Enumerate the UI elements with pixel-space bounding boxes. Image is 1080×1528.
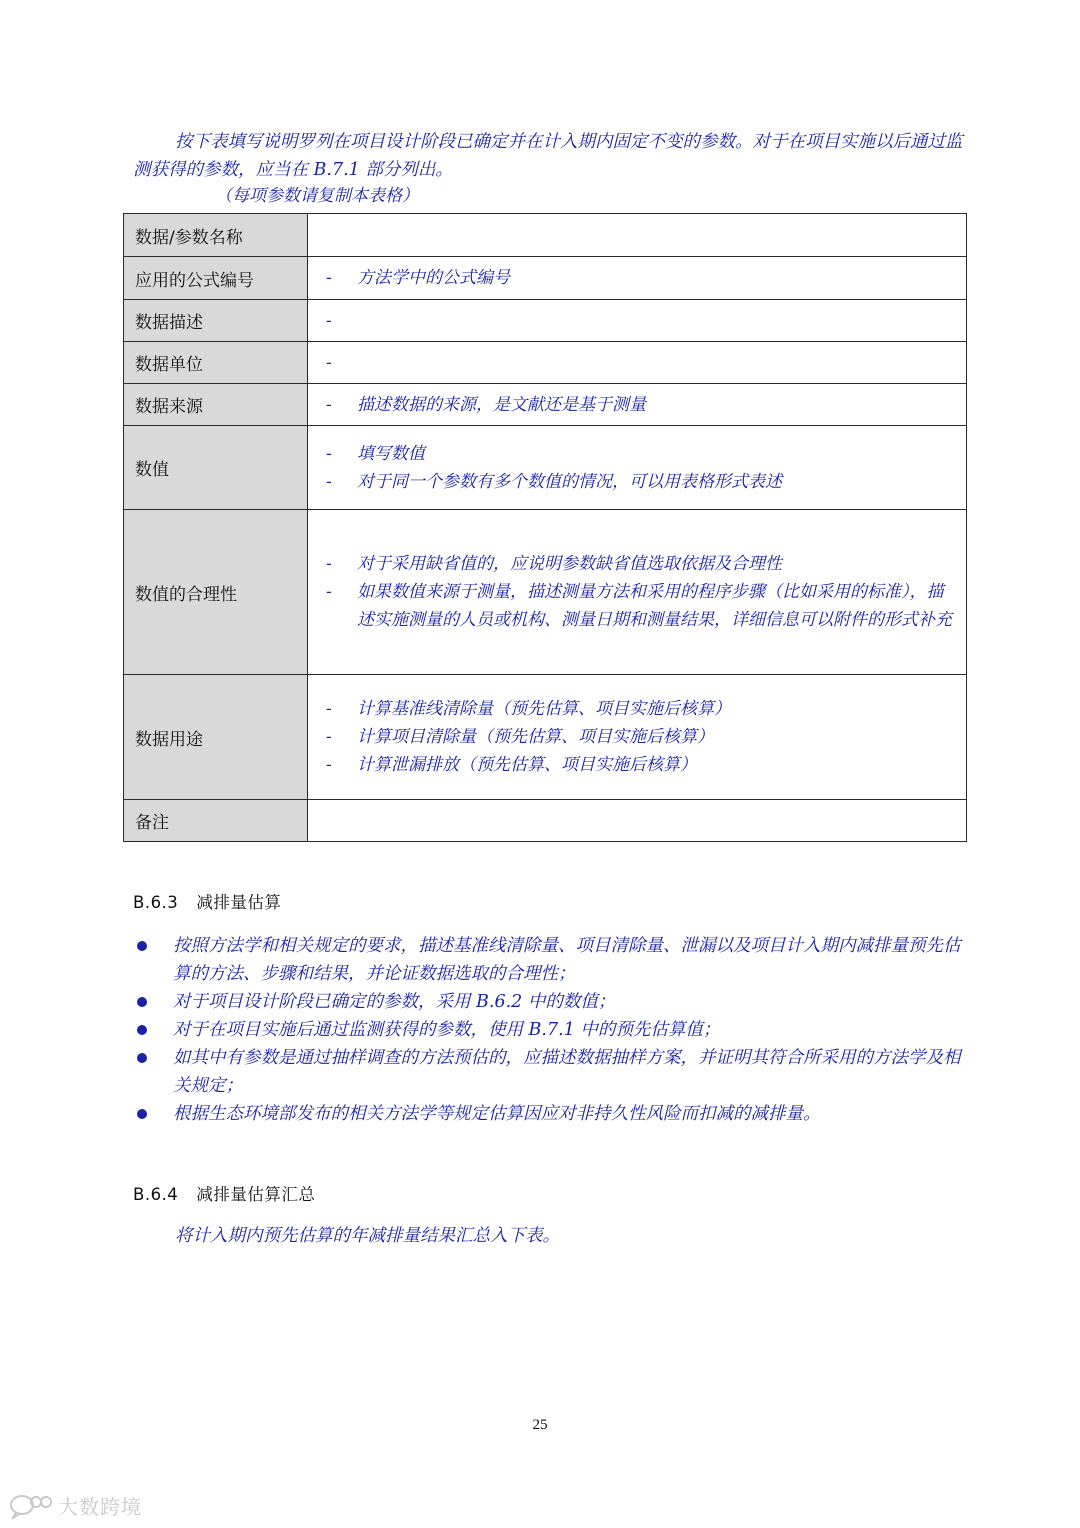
item-text: 如果数值来源于测量，描述测量方法和采用的程序步骤（比如采用的标准），描述实施测量的人员或机构、测量日期和测量结果，详细信息可以附件的形式补充 bbox=[357, 582, 952, 630]
parameter-table bbox=[123, 213, 967, 842]
dash-marker: - bbox=[326, 352, 332, 373]
list-item bbox=[133, 988, 963, 1016]
section-heading-b63 bbox=[133, 889, 281, 913]
list-item bbox=[133, 1016, 963, 1044]
row-value bbox=[308, 384, 967, 426]
dash-marker: - bbox=[326, 394, 332, 415]
section-heading-b64 bbox=[133, 1181, 315, 1205]
bullet-dot-icon bbox=[133, 1100, 173, 1128]
list-item bbox=[326, 440, 955, 468]
row-label: 数据来源 bbox=[124, 384, 308, 426]
dash-marker: - bbox=[326, 727, 332, 747]
table-row bbox=[124, 675, 967, 800]
row-value bbox=[308, 300, 967, 342]
item-text: 描述数据的来源，是文献还是基于测量 bbox=[357, 394, 646, 415]
intro-paragraph: 按下表填写说明罗列在项目设计阶段已确定并在计入期内固定不变的参数。对于在项目实施以后通过监测获得的参数，应当在 B.7.1 部分列出。 bbox=[133, 132, 963, 180]
dash-marker: - bbox=[326, 310, 332, 331]
list-item bbox=[326, 391, 955, 419]
row-label: 数据用途 bbox=[124, 675, 308, 800]
watermark bbox=[8, 1491, 142, 1520]
section-number: B.6.3 bbox=[133, 893, 179, 912]
dash-marker: - bbox=[326, 755, 332, 775]
dash-marker: - bbox=[326, 554, 332, 574]
bullet-text: 按照方法学和相关规定的要求，描述基准线清除量、项目清除量、泄漏以及项目计入期内减排量预先估算的方法、步骤和结果，并论证数据选取的合理性； bbox=[173, 936, 961, 984]
list-item bbox=[326, 349, 955, 377]
item-text: 对于采用缺省值的，应说明参数缺省值选取依据及合理性 bbox=[357, 554, 782, 574]
table-row bbox=[124, 257, 967, 300]
page-number: 25 bbox=[532, 1417, 548, 1433]
bullet-text: 对于项目设计阶段已确定的参数，采用 B.6.2 中的数值； bbox=[173, 992, 616, 1012]
list-item bbox=[326, 751, 955, 779]
item-text: 计算基准线清除量（预先估算、项目实施后核算） bbox=[357, 699, 731, 719]
summary-text: 将计入期内预先估算的年减排量结果汇总入下表。 bbox=[175, 1226, 560, 1246]
list-item bbox=[326, 578, 955, 634]
item-text: 方法学中的公式编号 bbox=[357, 268, 510, 288]
list-item bbox=[326, 723, 955, 751]
row-value bbox=[308, 214, 967, 257]
item-text: 对于同一个参数有多个数值的情况，可以用表格形式表述 bbox=[357, 471, 782, 492]
list-item bbox=[326, 695, 955, 723]
bullet-text: 如其中有参数是通过抽样调查的方法预估的，应描述数据抽样方案，并证明其符合所采用的方法学及相关规定； bbox=[173, 1048, 961, 1096]
bullet-dot-icon bbox=[133, 932, 173, 988]
table-row bbox=[124, 300, 967, 342]
row-value bbox=[308, 800, 967, 842]
table-row bbox=[124, 426, 967, 510]
list-item bbox=[133, 1100, 963, 1128]
table-row bbox=[124, 510, 967, 675]
row-label: 备注 bbox=[124, 800, 308, 842]
watermark-text: 大数跨境 bbox=[58, 1495, 142, 1519]
list-item bbox=[326, 550, 955, 578]
list-item bbox=[133, 1044, 963, 1100]
row-value bbox=[308, 257, 967, 300]
table-row bbox=[124, 800, 967, 842]
bullet-list bbox=[133, 932, 963, 1128]
row-value bbox=[308, 510, 967, 675]
bullet-text: 对于在项目实施后通过监测获得的参数，使用 B.7.1 中的预先估算值； bbox=[173, 1020, 721, 1040]
row-label: 应用的公式编号 bbox=[124, 257, 308, 300]
intro-block bbox=[133, 128, 963, 208]
row-label: 数值的合理性 bbox=[124, 510, 308, 675]
list-item bbox=[326, 307, 955, 335]
list-item bbox=[326, 264, 955, 292]
dash-marker: - bbox=[326, 471, 332, 492]
row-value bbox=[308, 426, 967, 510]
row-label: 数据/参数名称 bbox=[124, 214, 308, 257]
row-label: 数据描述 bbox=[124, 300, 308, 342]
dash-marker: - bbox=[326, 443, 332, 464]
bullet-text: 根据生态环境部发布的相关方法学等规定估算因应对非持久性风险而扣减的减排量。 bbox=[173, 1104, 821, 1124]
row-label: 数据单位 bbox=[124, 342, 308, 384]
bullet-dot-icon bbox=[133, 1016, 173, 1044]
dash-marker: - bbox=[326, 268, 332, 288]
dash-marker: - bbox=[326, 582, 332, 602]
bullet-dot-icon bbox=[133, 988, 173, 1016]
section-title: 减排量估算汇总 bbox=[196, 1185, 316, 1204]
item-text: 计算泄漏排放（预先估算、项目实施后核算） bbox=[357, 755, 697, 775]
item-text: 填写数值 bbox=[357, 443, 425, 464]
dash-marker: - bbox=[326, 699, 332, 719]
row-value bbox=[308, 342, 967, 384]
chat-bubble-icon bbox=[8, 1493, 52, 1519]
table-row bbox=[124, 384, 967, 426]
table-row bbox=[124, 342, 967, 384]
row-label: 数值 bbox=[124, 426, 308, 510]
table-row bbox=[124, 214, 967, 257]
row-value bbox=[308, 675, 967, 800]
section-title: 减排量估算 bbox=[196, 893, 282, 912]
intro-note: （每项参数请复制本表格） bbox=[215, 186, 419, 206]
list-item bbox=[133, 932, 963, 988]
bullet-dot-icon bbox=[133, 1044, 173, 1100]
section-number: B.6.4 bbox=[133, 1185, 179, 1204]
item-text: 计算项目清除量（预先估算、项目实施后核算） bbox=[357, 727, 714, 747]
list-item bbox=[326, 468, 955, 496]
